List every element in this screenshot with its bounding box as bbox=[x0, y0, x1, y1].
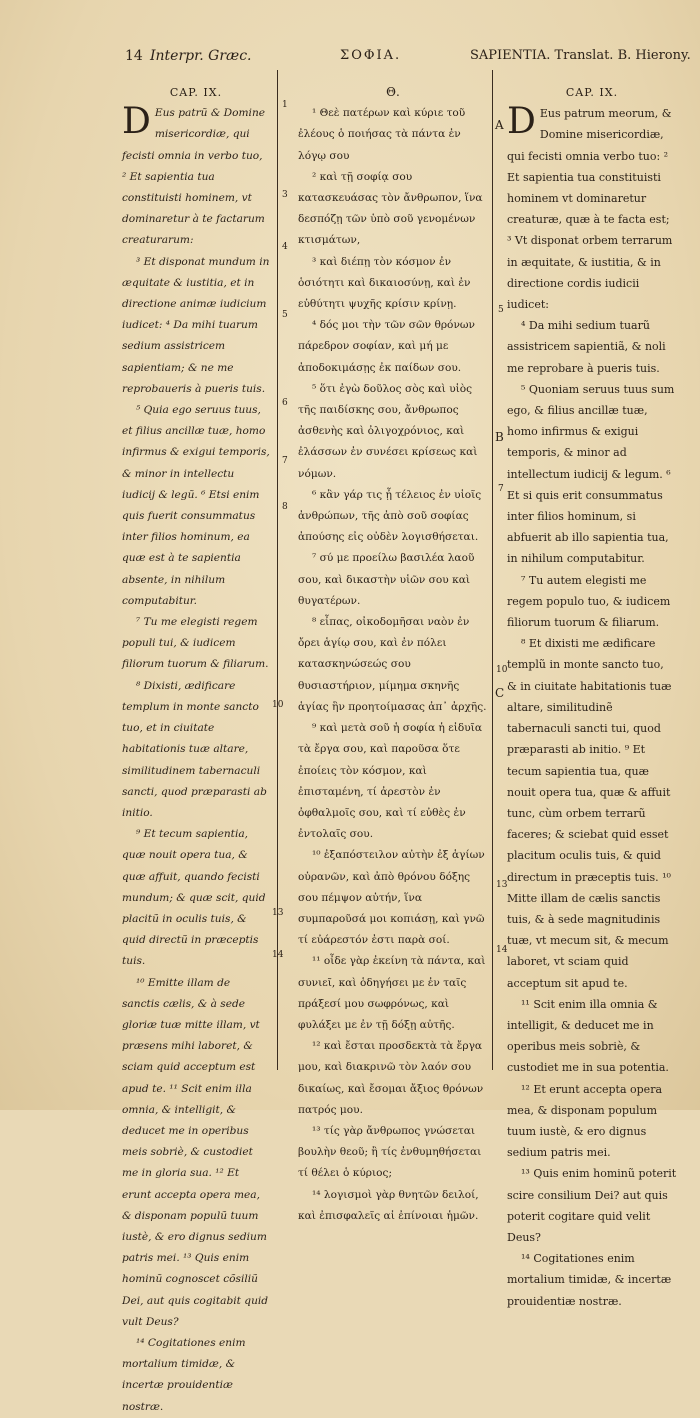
left-paragraph: ¹⁰ Emitte illam de sanctis cælis, & à sede gloriæ tuæ mitte illam, vt præsens mihi laboret, & sciam quid acceptum est apud te. ¹¹ Scit enim illa omnia, & intelligit, & deducet me in operibus meis sobriè, & custodiet me in gloria sua. ¹² Et erunt accepta opera mea, & disponam populũ tuum iustè, & ero dignus sedium patris mei. ¹³ Quis enim hominũ cognoscet cõsiliũ Dei, aut quis cogitabit quid vult Deus? bbox=[122, 976, 269, 1328]
verse-number-left: 5 bbox=[282, 310, 288, 320]
verse-number-left: 3 bbox=[282, 190, 288, 200]
verse-number-left: 8 bbox=[282, 502, 288, 512]
left-paragraph: Eus patrũ & Domine misericordiæ, qui fecisti omnia in verbo tuo, ² Et sapientia tua constituisti hominem, vt dominaretur à te factarum creaturarum: bbox=[122, 107, 266, 247]
left-paragraph: ⁸ Dixisti, ædificare templum in monte sancto tuo, et in ciuitate habitationis tuæ altare, similitudinem tabernaculi sancti, quod præparasti ab initio. bbox=[122, 679, 267, 819]
middle-chapter-heading: Θ. bbox=[386, 85, 400, 99]
greek-paragraph: ¹⁴ λογισμοὶ γὰρ θνητῶν δειλοί, καὶ ἐπισφαλεῖς αἱ ἐπίνοιαι ἡμῶν. bbox=[298, 1188, 479, 1222]
verse-number-right: 7 bbox=[498, 484, 504, 494]
verse-number-left: 14 bbox=[272, 950, 284, 960]
greek-paragraph: ⁹ καὶ μετὰ σοῦ ἡ σοφία ἡ εἰδυῖα τὰ ἔργα σου, καὶ παροῦσα ὅτε ἐποίεις τὸν κόσμον, καὶ ἐπισταμένη, τί ἀρεστὸν ἐν ὀφθαλμοῖς σου, καὶ τί εὐθὲς ἐν ἐντολαῖς σου. bbox=[298, 722, 482, 841]
right-paragraph: ¹⁴ Cogitationes enim mortalium timidæ, & incertæ prouidentiæ nostræ. bbox=[507, 1252, 672, 1308]
right-paragraph: ¹¹ Scit enim illa omnia & intelligit, & deducet me in operibus meis sobriè, & custodiet me in sua potentia. bbox=[507, 997, 669, 1075]
greek-paragraph: ⁷ σύ με προείλω βασιλέα λαοῦ σου, καὶ δικαστὴν υἱῶν σου καὶ θυγατέρων. bbox=[298, 552, 475, 607]
left-paragraph: ⁹ Et tecum sapientia, quæ nouit opera tua, & quæ affuit, quando fecisti mundum; & quæ scit, quid placitũ in oculis tuis, & quid directũ in præceptis tuis. bbox=[122, 828, 266, 968]
left-paragraph: ¹⁴ Cogitationes enim mortalium timidæ, & incertæ prouidentiæ nostræ. bbox=[122, 1336, 246, 1413]
greek-paragraph: ⁴ δός μοι τὴν τῶν σῶν θρόνων πάρεδρον σοφίαν, καὶ μή με ἀποδοκιμάσῃς ἐκ παίδων σου. bbox=[298, 319, 475, 374]
running-header bbox=[0, 48, 700, 72]
left-paragraph: ³ Et disponat mundum in æquitate & iustitia, et in directione animæ iudicium iudicet: ⁴ Da mihi tuarum sedium assistricem sapientiam; & ne me reprobaueris à pueris tuis. bbox=[122, 255, 270, 395]
verse-number-left: 1 bbox=[282, 100, 288, 110]
header-center-title: ΣΟΦΙΑ. bbox=[340, 48, 402, 63]
verse-number-left: 6 bbox=[282, 398, 288, 408]
verse-number-left: 10 bbox=[272, 700, 284, 710]
greek-paragraph: ³ καὶ διέπῃ τὸν κόσμον ἐν ὁσιότητι καὶ δικαιοσύνῃ, καὶ ἐν εὐθύτητι ψυχῆς κρίσιν κρίνῃ. bbox=[298, 255, 471, 311]
greek-paragraph: ¹ Θεὲ πατέρων καὶ κύριε τοῦ ἐλέους ὁ ποιήσας τὰ πάντα ἐν λόγῳ σου bbox=[298, 107, 466, 162]
page-number: 14 bbox=[125, 48, 143, 64]
greek-paragraph: ¹² καὶ ἔσται προσδεκτὰ τὰ ἔργα μου, καὶ διακρινῶ τὸν λαόν σου δικαίως, καὶ ἔσομαι ἄξιος θρόνων πατρός μου. bbox=[298, 1040, 484, 1116]
right-paragraph: Eus patrum meorum, & Domine misericordiæ, qui fecisti omnia verbo tuo: ² Et sapientia tua constituisti hominem vt dominaretur creaturæ, quæ à te facta est; ³ Vt disponat orbem terrarum in æquitate, & iustitia, & in directione cordis iudicii iudicet: bbox=[507, 107, 673, 312]
column-rule-left bbox=[277, 70, 278, 1070]
header-right-title: SAPIENTIA. Translat. B. Hierony. bbox=[470, 48, 691, 63]
margin-letter-c: C bbox=[495, 686, 505, 700]
greek-paragraph: ⁵ ὅτι ἐγὼ δοῦλος σὸς καὶ υἱὸς τῆς παιδίσκης σου, ἄνθρωπος ἀσθενὴς καὶ ὀλιγοχρόνιος, καὶ ἐλάσσων ἐν συνέσει κρίσεως καὶ νόμων. bbox=[298, 382, 478, 480]
left-column bbox=[122, 82, 270, 1418]
greek-paragraph: ⁸ εἶπας, οἰκοδομῆσαι ναὸν ἐν ὄρει ἁγίῳ σου, καὶ ἐν πόλει κατασκηνώσεώς σου θυσιαστήριον, μίμημα σκηνῆς ἁγίας ἣν προητοίμασας ἀπ᾿ ἀρχῆς. bbox=[298, 616, 487, 713]
left-paragraph: ⁵ Quia ego seruus tuus, et filius ancillæ tuæ, homo infirmus & exigui temporis, & minor in intellectu iudicij & legũ. ⁶ Etsi enim quis fuerit consummatus inter filios hominum, ea quæ est à te sapientia absente, in nihilum computabitur. bbox=[122, 404, 270, 607]
right-paragraph: ⁷ Tu autem elegisti me regem populo tuo, & iudicem filiorum tuorum & filiarum. bbox=[507, 573, 671, 630]
greek-paragraph: ¹³ τίς γὰρ ἄνθρωπος γνώσεται βουλὴν θεοῦ; ἢ τίς ἐνθυμηθήσεται τί θέλει ὁ κύριος; bbox=[298, 1124, 482, 1180]
margin-letter-a: A bbox=[495, 118, 504, 132]
greek-paragraph: ⁶ κἂν γάρ τις ᾖ τέλειος ἐν υἱοῖς ἀνθρώπων, τῆς ἀπὸ σοῦ σοφίας ἀπούσης εἰς οὐδὲν λογισθήσεται. bbox=[298, 488, 482, 544]
left-chapter-heading: CAP. IX. bbox=[169, 86, 223, 99]
greek-paragraph: ² καὶ τῇ σοφίᾳ σου κατασκευάσας τὸν ἄνθρωπον, ἵνα δεσπόζῃ τῶν ὑπὸ σοῦ γενομένων κτισμάτων, bbox=[298, 170, 483, 247]
right-paragraph: ¹³ Quis enim hominũ poterit scire consilium Dei? aut quis poterit cogitare quid velit Deus? bbox=[507, 1167, 677, 1244]
verse-number-left: 13 bbox=[272, 908, 284, 918]
verse-number-left: 4 bbox=[282, 242, 288, 252]
right-paragraph: ⁴ Da mihi sedium tuarũ assistricem sapientiã, & noli me reprobare à pueris tuis. bbox=[507, 319, 666, 375]
right-chapter-heading: CAP. IX. bbox=[565, 86, 619, 99]
middle-column bbox=[298, 82, 488, 1227]
verse-number-right: 13 bbox=[496, 880, 508, 890]
right-drop-cap: D bbox=[507, 101, 536, 143]
right-paragraph: ⁵ Quoniam seruus tuus sum ego, & filius ancillæ tuæ, homo infirmus & exigui temporis, & minor ad intellectum iudicij & legum. ⁶ Et si quis erit consummatus inter filios hominum, si abfuerit ab illo sapientia tua, in nihilum computabitur. bbox=[507, 382, 675, 566]
greek-paragraph: ¹⁰ ἐξαπόστειλον αὐτὴν ἐξ ἁγίων οὐρανῶν, καὶ ἀπὸ θρόνου δόξης σου πέμψον αὐτήν, ἵνα συμπαροῦσά μοι κοπιάσῃ, καὶ γνῶ τί εὐάρεστόν ἐστι παρὰ σοί. bbox=[298, 849, 485, 947]
left-paragraph: ⁷ Tu me elegisti regem populi tui, & iudicem filiorum tuorum & filiarum. bbox=[122, 616, 269, 671]
right-column bbox=[507, 82, 677, 1312]
right-paragraph: ¹² Et erunt accepta opera mea, & disponam populum tuum iustè, & ero dignus sedium patris mei. bbox=[507, 1082, 663, 1160]
column-rule-right bbox=[492, 70, 493, 1070]
greek-paragraph: ¹¹ οἶδε γὰρ ἐκείνη τὰ πάντα, καὶ συνιεῖ, καὶ ὁδηγήσει με ἐν ταῖς πράξεσί μου σωφρόνως, καὶ φυλάξει με ἐν τῇ δόξῃ αὐτῆς. bbox=[298, 955, 486, 1031]
verse-number-right: 10 bbox=[496, 665, 508, 675]
right-paragraph: ⁸ Et dixisti me ædificare templũ in monte sancto tuo, & in ciuitate habitationis tuæ altare, similitudinẽ tabernaculi sancti tui, quod præparasti ab initio. ⁹ Et tecum sapientia tua, quæ nouit opera tua, quæ & affuit tunc, cùm orbem terrarũ faceres; & sciebat quid esset placitum oculis tuis, & quid directum in præceptis tuis. ¹⁰ Mitte illam de cælis sanctis tuis, & à sede magnitudinis tuæ, vt mecum sit, & mecum laboret, vt sciam quid acceptum sit apud te. bbox=[507, 637, 672, 990]
verse-number-right: 14 bbox=[496, 945, 508, 955]
left-drop-cap: D bbox=[122, 101, 151, 143]
verse-number-left: 7 bbox=[282, 456, 288, 466]
margin-letter-b: B bbox=[495, 430, 504, 444]
header-left-title: Interpr. Græc. bbox=[150, 48, 252, 64]
verse-number-right: 5 bbox=[498, 305, 504, 315]
